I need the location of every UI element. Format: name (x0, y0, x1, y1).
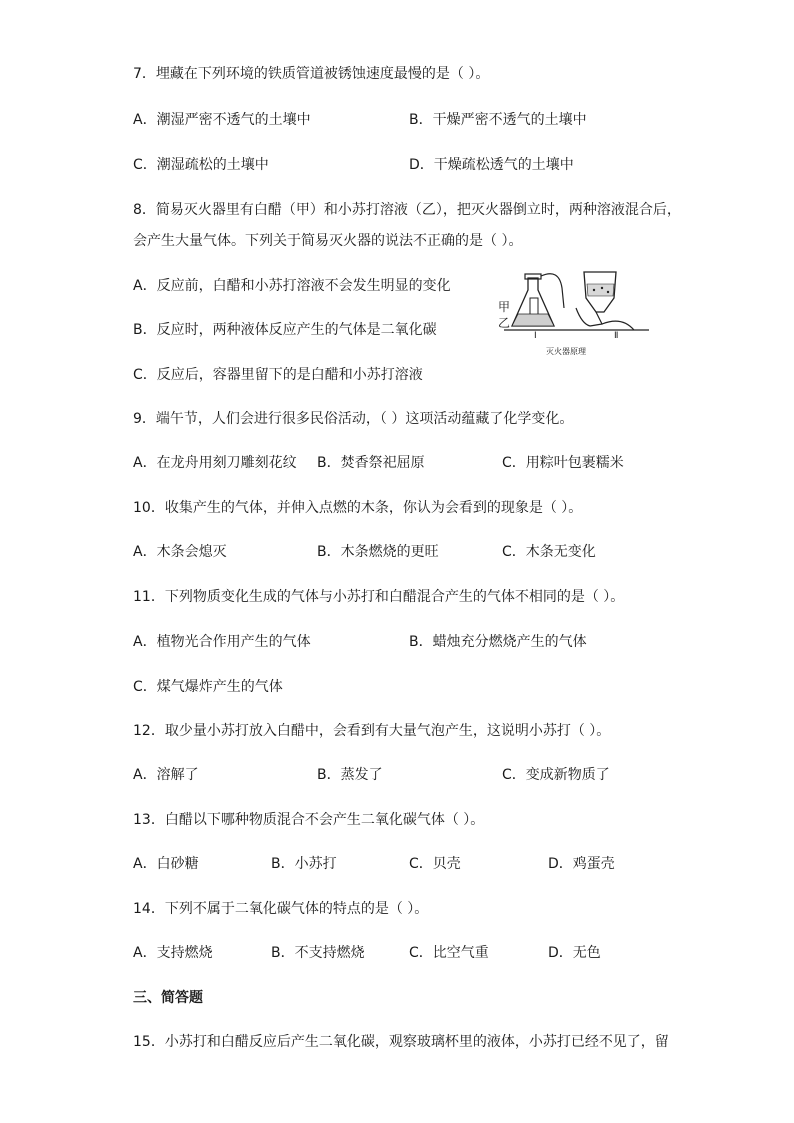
q8-option-b: B．反应时，两种液体反应产生的气体是二氧化碳 (133, 322, 437, 338)
q13-option-a: A．白砂糖 (133, 856, 199, 872)
section-heading: 三、简答题 (133, 990, 203, 1006)
q9-option-a: A．在龙舟用刻刀雕刻花纹 (133, 455, 297, 471)
q11-option-b: B．蜡烛充分燃烧产生的气体 (409, 634, 587, 650)
label-yi: 乙 (498, 316, 511, 330)
q12-option-a: A．溶解了 (133, 767, 199, 783)
q12-option-b: B．蒸发了 (317, 767, 383, 783)
q7-option-a: A．潮湿严密不透气的土壤中 (133, 112, 311, 128)
extinguisher-diagram (484, 268, 654, 358)
label-flask-2: Ⅱ (614, 331, 619, 341)
q9-option-b: B．焚香祭祀屈原 (317, 455, 425, 471)
q9-option-c: C．用粽叶包裹糯米 (502, 455, 624, 471)
q10-option-b: B．木条燃烧的更旺 (317, 544, 439, 560)
q8-option-c: C．反应后，容器里留下的是白醋和小苏打溶液 (133, 367, 423, 383)
q11-option-c: C．煤气爆炸产生的气体 (133, 679, 283, 695)
q9-stem: 9．端午节，人们会进行很多民俗活动，（ ）这项活动蕴藏了化学变化。 (133, 411, 574, 427)
q11-option-a: A．植物光合作用产生的气体 (133, 634, 311, 650)
q13-option-b: B．小苏打 (271, 856, 337, 872)
q12-stem: 12．取少量小苏打放入白醋中，会看到有大量气泡产生，这说明小苏打（ ）。 (133, 723, 611, 739)
q8-option-a: A．反应前，白醋和小苏打溶液不会发生明显的变化 (133, 278, 451, 294)
q14-option-c: C．比空气重 (409, 945, 489, 961)
q8-stem-line2: 会产生大量气体。下列关于简易灭火器的说法不正确的是（ ）。 (133, 233, 523, 249)
q14-option-d: D．无色 (548, 945, 601, 961)
q7-option-c: C．潮湿疏松的土壤中 (133, 157, 269, 173)
q11-stem: 11．下列物质变化生成的气体与小苏打和白醋混合产生的气体不相同的是（ ）。 (133, 589, 625, 605)
q7-option-d: D．干燥疏松透气的土壤中 (409, 157, 574, 173)
q7-option-b: B．干燥严密不透气的土壤中 (409, 112, 587, 128)
q13-option-c: C．贝壳 (409, 856, 461, 872)
figure-caption: 灭火器原理 (546, 347, 586, 356)
q14-option-a: A．支持燃烧 (133, 945, 213, 961)
q12-option-c: C．变成新物质了 (502, 767, 610, 783)
q13-option-d: D．鸡蛋壳 (548, 856, 615, 872)
q7-stem: 7．埋藏在下列环境的铁质管道被锈蚀速度最慢的是（ ）。 (133, 66, 490, 82)
q8-stem-line1: 8．简易灭火器里有白醋（甲）和小苏打溶液（乙），把灭火器倒立时，两种溶液混合后， (133, 202, 681, 218)
q15-stem: 15．小苏打和白醋反应后产生二氧化碳，观察玻璃杯里的液体，小苏打已经不见了，留 (133, 1034, 669, 1050)
q13-stem: 13．白醋以下哪种物质混合不会产生二氧化碳气体（ ）。 (133, 812, 485, 828)
label-flask-1: Ⅰ (534, 331, 537, 341)
q10-option-c: C．木条无变化 (502, 544, 596, 560)
q14-stem: 14．下列不属于二氧化碳气体的特点的是（ ）。 (133, 901, 429, 917)
q14-option-b: B．不支持燃烧 (271, 945, 365, 961)
q10-option-a: A．木条会熄灭 (133, 544, 227, 560)
label-jia: 甲 (498, 300, 511, 314)
q10-stem: 10．收集产生的气体，并伸入点燃的木条，你认为会看到的现象是（ ）。 (133, 500, 583, 516)
